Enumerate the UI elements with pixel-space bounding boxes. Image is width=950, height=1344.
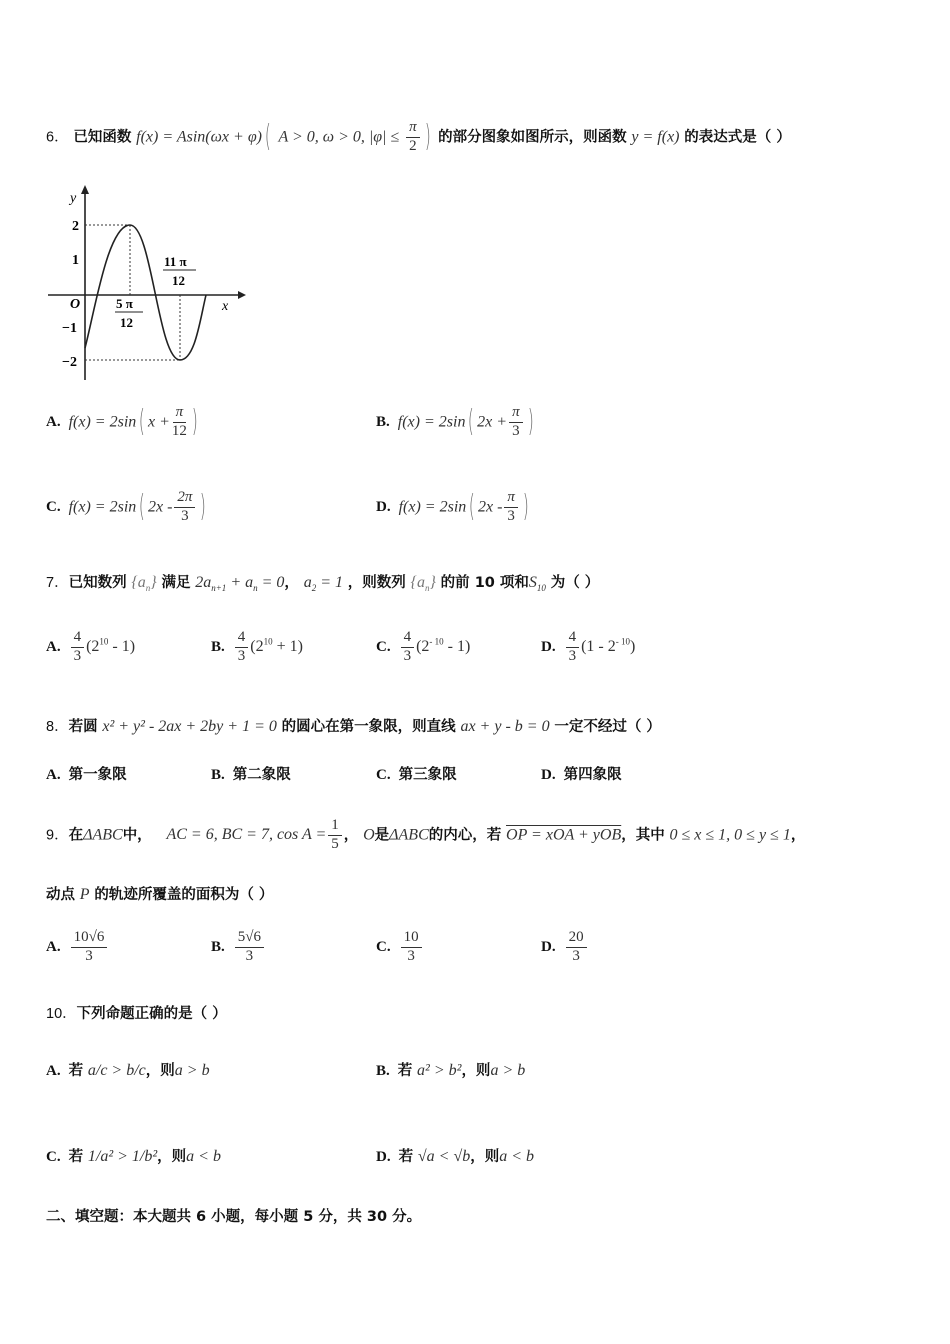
x-label-11pi-12-den: 12 xyxy=(172,273,185,288)
q9-option-a[interactable]: A. $\frac{10√6}{3}$ xyxy=(46,930,109,965)
q9-option-b[interactable]: B. $\frac{5√6}{3}$ xyxy=(211,930,266,965)
x-label-5pi-12-num: 5 π xyxy=(116,296,133,311)
y-tick-2: 2 xyxy=(72,219,79,234)
q9-option-c[interactable]: C. $\frac{10}{3}$ xyxy=(376,930,424,965)
fraction: $\frac{\pi}{2}$ xyxy=(406,120,420,155)
sine-graph xyxy=(40,180,250,385)
x-label-11pi-12-num: 11 π xyxy=(164,254,187,269)
question-9-stem-line2: 动点 P 的轨迹所覆盖的面积为（ ） xyxy=(46,886,274,903)
q6-option-b[interactable]: B. f(x) = 2sin( 2x + $\frac{\pi}{3}$ ) xyxy=(376,404,534,440)
q8-option-c[interactable]: C. 第三象限 xyxy=(376,767,457,783)
q7-option-d[interactable]: D. $\frac{4}{3}$ $(1 - 2^{- 10})$ xyxy=(541,629,636,664)
y-axis-arrow xyxy=(81,185,89,194)
question-9-stem: 9．在ΔABC中， AC = 6, BC = 7, cos A = $\frac{1}{5}$ ， O是ΔABC的内心，若 OP = xOA + yOB，其中 0 ≤ x ≤ 1, 0 ≤ y ≤ 1， xyxy=(46,817,806,852)
question-6-stem: 6． 已知函数 f(x) = Asin(ωx + φ)( A > 0, ω > 0, |φ| ≤ $\frac{\pi}{2}$ ) 的部分图象如图所示，则函数 y = f(x) 的表达式是（ ） xyxy=(46,119,791,155)
q6-option-c[interactable]: C. f(x) = 2sin( 2x - $\frac{2\pi}{3}$ ) xyxy=(46,489,207,525)
q8-option-a[interactable]: A. 第一象限 xyxy=(46,767,127,783)
y-tick-neg1: −1 xyxy=(62,321,77,336)
x-axis-arrow xyxy=(238,291,246,299)
question-8-stem: 8．若圆 x² + y² - 2ax + 2by + 1 = 0 的圆心在第一象限，则直线 ax + y - b = 0 一定不经过（ ） xyxy=(46,718,661,735)
q8-option-d[interactable]: D. 第四象限 xyxy=(541,767,622,783)
q7-option-a[interactable]: A. $\frac{4}{3}$ $(2^{10} - 1)$ xyxy=(46,629,136,664)
q10-option-c[interactable]: C. 若 1/a² > 1/b²，则a < b xyxy=(46,1148,221,1165)
q9-option-d[interactable]: D. $\frac{20}{3}$ xyxy=(541,930,589,965)
question-10-stem: 10．下列命题正确的是（ ） xyxy=(46,1006,227,1022)
x-label-5pi-12-den: 12 xyxy=(120,315,133,330)
q7-option-b[interactable]: B. $\frac{4}{3}$ $(2^{10} + 1)$ xyxy=(211,629,303,664)
q8-option-b[interactable]: B. 第二象限 xyxy=(211,767,291,783)
y-tick-neg2: −2 xyxy=(62,355,77,370)
q6-option-d[interactable]: D. f(x) = 2sin( 2x - $\frac{\pi}{3}$ ) xyxy=(376,489,529,525)
y-axis-label: y xyxy=(70,191,77,206)
function-conditions: A > 0, ω > 0, |φ| ≤ xyxy=(278,128,400,146)
q10-option-a[interactable]: A. 若 a/c > b/c，则a > b xyxy=(46,1062,210,1079)
q10-option-d[interactable]: D. 若 √a < √b，则a < b xyxy=(376,1148,535,1165)
q10-option-b[interactable]: B. 若 a² > b²，则a > b xyxy=(376,1062,526,1079)
sine-curve xyxy=(85,225,206,360)
origin-label: O xyxy=(70,297,81,312)
question-number: 6． xyxy=(46,129,69,146)
question-7-stem: 7．已知数列 $\{a_n\}$ 满足 $2a_{n+1} + a_n = 0$， $a_2 = 1$ ，则数列 $\{a_n\}$ 的前 10 项和$S_{10}$ 为（ ） xyxy=(46,574,600,594)
q6-option-a[interactable]: A. f(x) = 2sin( x + $\frac{\pi}{12}$ ) xyxy=(46,404,198,440)
section-2-heading: 二、填空题：本大题共 6 小题，每小题 5 分，共 30 分。 xyxy=(46,1209,422,1225)
y-tick-1: 1 xyxy=(72,253,79,268)
q7-option-c[interactable]: C. $\frac{4}{3}$ $(2^{- 10} - 1)$ xyxy=(376,629,471,664)
x-axis-label: x xyxy=(222,299,229,314)
function-definition: f(x) = Asin(ωx + φ) xyxy=(136,128,262,146)
